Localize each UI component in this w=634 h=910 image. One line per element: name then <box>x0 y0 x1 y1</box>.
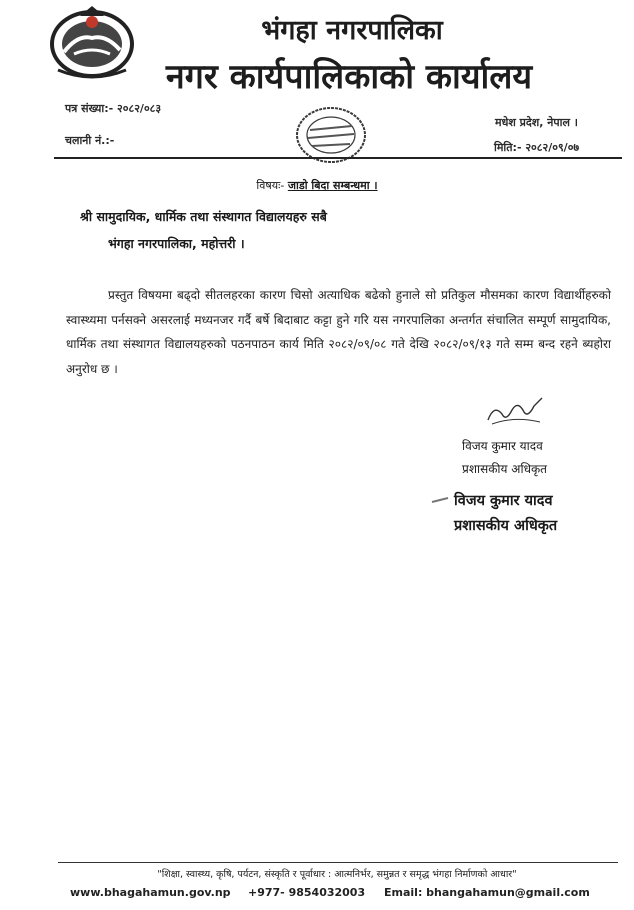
subject-value: जाडो बिदा सम्बन्धमा । <box>287 179 378 192</box>
dispatch-number: चलानी नं.:- <box>65 134 115 147</box>
signatory-designation: प्रशासकीय अधिकृत <box>462 462 548 476</box>
municipality-name: भंगहा नगरपालिका <box>261 15 443 46</box>
footer-motto: "शिक्षा, स्वास्थ्य, कृषि, पर्यटन, संस्कृति र पूर्वाधार : आत्मनिर्भर, समुन्नत र समृद्ध भंगहा निर्माणको आधार" <box>157 869 517 880</box>
signature-icon <box>484 394 546 428</box>
footer-divider <box>58 862 618 863</box>
letter-body: प्रस्तुत विषयमा बढ्दो सीतलहरका कारण चिसो अत्याधिक बढेको हुनाले सो प्रतिकुल मौसमका कारण विद्यार्थीहरुको स्वास्थ्यमा पर्नसक्ने असरलाई मध्यनजर गर्दै बर्षे बिदाबाट कट्टा हुने गरि यस नगरपालिका अन्तर्गत संचालित सम्पूर्ण सामुदायिक, धार्मिक तथा संस्थागत विद्यालयहरुको पठनपाठन कार्य मिति २०८२/०९/०८ गते देखि २०८२/०९/१३ गते सम्म बन्द रहने ब्यहोरा अनुरोध छ । <box>66 288 611 376</box>
footer-phone: +977- 9854032003 <box>248 886 366 899</box>
letter-number: पत्र संख्या:- २०८२/०८३ <box>65 102 162 115</box>
signatory-name: विजय कुमार यादव <box>462 439 543 453</box>
footer-email: Email: bhangahamun@gmail.com <box>384 886 590 899</box>
addressee-line-1: श्री सामुदायिक, धार्मिक तथा संस्थागत विद्यालयहरु सबै <box>80 209 327 224</box>
footer-website: www.bhagahamun.gov.np <box>70 886 231 899</box>
office-title: नगर कार्यपालिकाको कार्यालय <box>165 57 533 97</box>
name-stamp: विजय कुमार यादव <box>454 493 553 509</box>
subject-label: विषयः- <box>256 179 285 192</box>
letter-date: मिति:- २०८२/०९/०७ <box>494 141 580 154</box>
addressee-line-2: भंगहा नगरपालिका, महोत्तरी । <box>108 236 245 251</box>
header-divider <box>54 157 622 159</box>
province: मधेश प्रदेश, नेपाल । <box>495 116 578 129</box>
stamp-mark-icon <box>430 496 450 504</box>
subject-line <box>0 178 634 193</box>
designation-stamp: प्रशासकीय अधिकृत <box>454 518 558 534</box>
